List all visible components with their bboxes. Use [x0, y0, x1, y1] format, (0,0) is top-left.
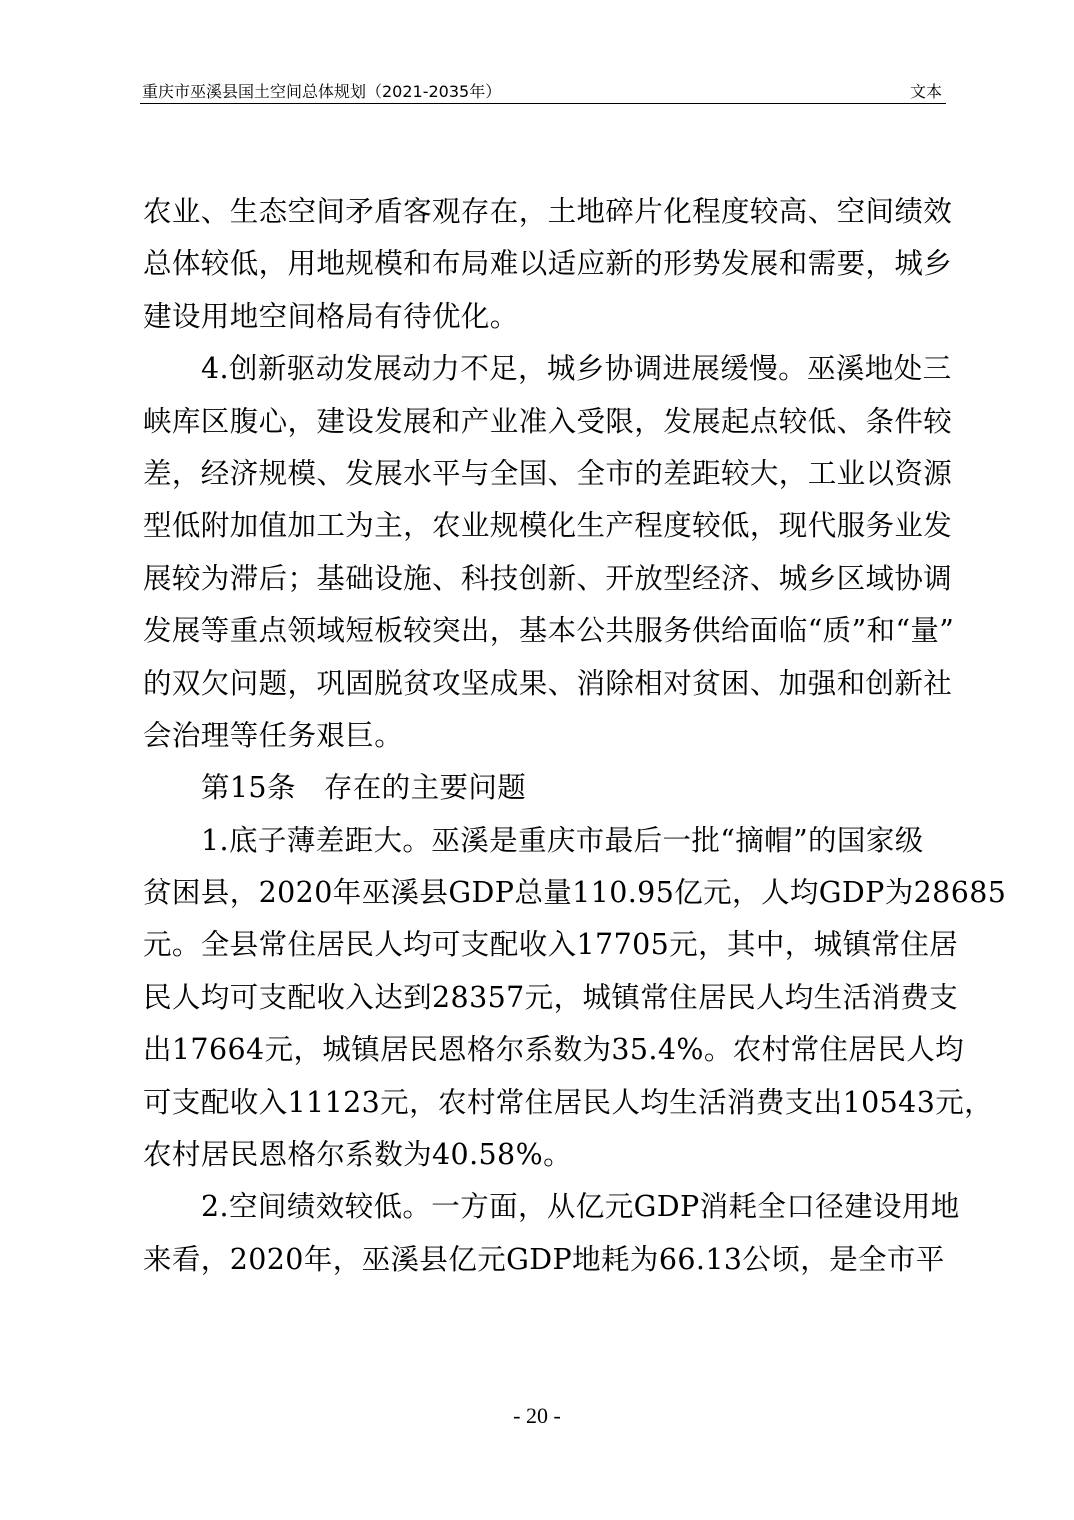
text-line: 型低附加值加工为主，农业规模化生产程度较低，现代服务业发 [143, 509, 953, 543]
text-line: 4.创新驱动发展动力不足，城乡协调进展缓慢。巫溪地处三 [201, 352, 952, 386]
document-type: 文本 [909, 82, 942, 101]
text-line: 发展等重点领域短板较突出，基本公共服务供给面临“质”和“量” [143, 614, 955, 648]
article-title: 存在的主要问题 [323, 771, 527, 805]
text-line: 农业、生态空间矛盾客观存在，土地碎片化程度较高、空间绩效 [143, 195, 953, 228]
text-line: 元。全县常住居民人均可支配收入17705元，其中，城镇常住居 [143, 928, 959, 962]
page-number: - 20 - [513, 1403, 561, 1428]
text-line: 建设用地空间格局有待优化。 [143, 299, 519, 333]
text-line: 差，经济规模、发展水平与全国、全市的差距较大，工业以资源 [143, 456, 953, 490]
text-line: 贫困县，2020年巫溪县GDP总量110.95亿元，人均GDP为28685 [143, 876, 1007, 910]
article-number: 第15条 [201, 771, 296, 805]
text-line: 会治理等任务艰巨。 [143, 718, 404, 752]
text-line: 民人均可支配收入达到28357元，城镇常住居民人均生活消费支 [143, 980, 959, 1014]
document-title: 重庆市巫溪县国土空间总体规划（2021-2035年） [142, 82, 502, 101]
text-line: 1.底子薄差距大。巫溪是重庆市最后一批“摘帽”的国家级 [201, 823, 924, 857]
text-line: 的双欠问题，巩固脱贫攻坚成果、消除相对贫困、加强和创新社 [143, 666, 953, 700]
text-line: 峡库区腹心，建设发展和产业准入受限，发展起点较低、条件较 [143, 404, 953, 438]
text-line: 可支配收入11123元，农村常住居民人均生活消费支出10543元， [143, 1085, 994, 1119]
text-line: 农村居民恩格尔系数为40.58%。 [143, 1138, 572, 1172]
article-heading [143, 762, 943, 814]
text-line: 展较为滞后；基础设施、科技创新、开放型经济、城乡区域协调 [143, 561, 953, 595]
page-header [140, 73, 946, 104]
text-line: 2.空间绩效较低。一方面，从亿元GDP消耗全口径建设用地 [201, 1190, 960, 1224]
text-line: 出17664元，城镇居民恩格尔系数为35.4%。农村常住居民人均 [143, 1033, 965, 1067]
body-text [143, 186, 1007, 1286]
text-line: 来看，2020年，巫溪县亿元GDP地耗为66.13公顷，是全市平 [143, 1242, 945, 1276]
text-line: 总体较低，用地规模和布局难以适应新的形势发展和需要，城乡 [143, 247, 953, 281]
